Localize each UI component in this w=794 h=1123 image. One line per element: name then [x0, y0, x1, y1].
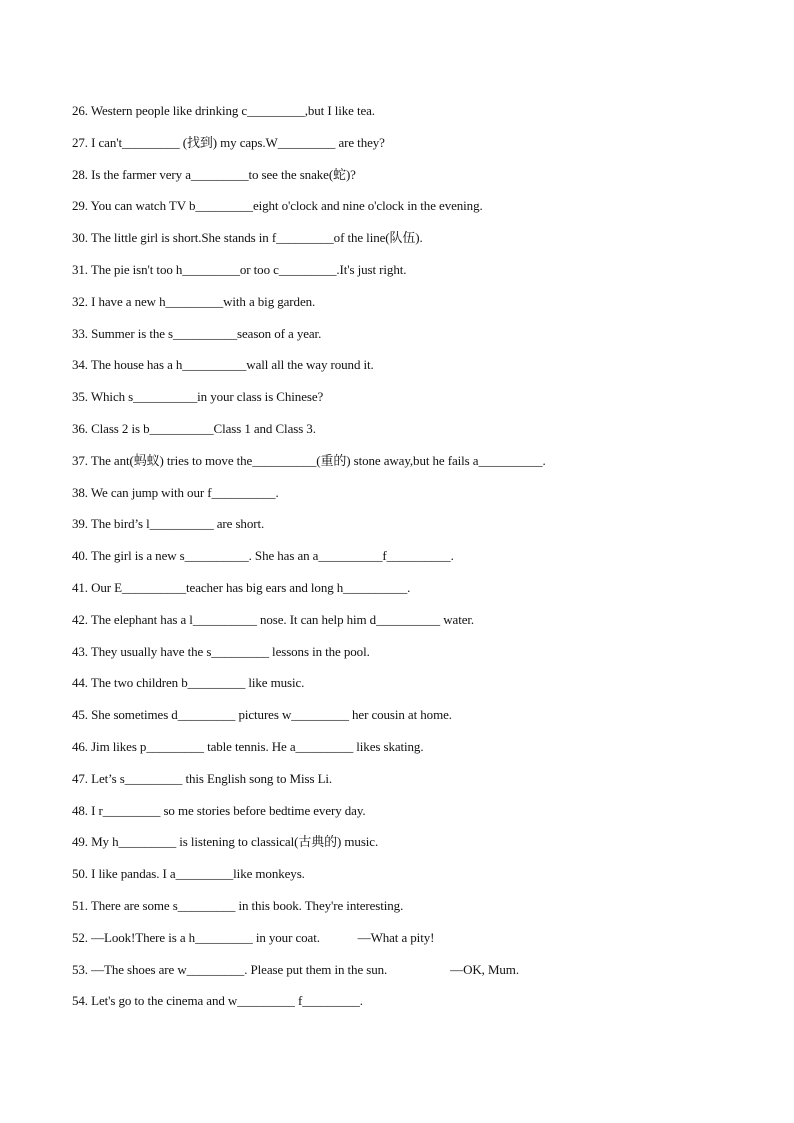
question-item: 45. She sometimes d_________ pictures w_________ her cousin at home.	[72, 707, 452, 723]
question-item: 34. The house has a h__________wall all the way round it.	[72, 357, 374, 373]
question-item: 44. The two children b_________ like music.	[72, 675, 305, 691]
question-item: 32. I have a new h_________with a big garden.	[72, 293, 316, 309]
question-item: 38. We can jump with our f__________.	[72, 484, 279, 500]
question-item: 30. The little girl is short.She stands in f_________of the line(队伍).	[72, 230, 423, 246]
question-item: 29. You can watch TV b_________eight o'clock and nine o'clock in the evening.	[72, 198, 483, 214]
question-item: 28. Is the farmer very a_________to see the snake(蛇)?	[72, 166, 356, 182]
question-item: 48. I r_________ so me stories before bedtime every day.	[72, 802, 366, 818]
question-item: 27. I can't_________ (找到) my caps.W_________ are they?	[72, 134, 385, 150]
question-list	[72, 100, 732, 1022]
question-item: 39. The bird’s l__________ are short.	[72, 516, 265, 532]
question-item: 53. —The shoes are w_________. Please put them in the sun. —OK, Mum.	[72, 961, 519, 977]
question-item: 31. The pie isn't too h_________or too c_________.It's just right.	[72, 261, 407, 277]
question-item: 42. The elephant has a l__________ nose. It can help him d__________ water.	[72, 611, 475, 627]
question-item: 41. Our E__________teacher has big ears and long h__________.	[72, 579, 411, 595]
question-item: 37. The ant(蚂蚁) tries to move the__________(重的) stone away,but he fails a__________.	[72, 452, 546, 468]
question-item: 51. There are some s_________ in this book. They're interesting.	[72, 897, 404, 913]
question-item: 50. I like pandas. I a_________like monkeys.	[72, 866, 305, 882]
question-item: 36. Class 2 is b__________Class 1 and Class 3.	[72, 420, 316, 436]
question-item: 26. Western people like drinking c_________,but I like tea.	[72, 103, 375, 118]
question-item: 52. —Look!There is a h_________ in your coat. —What a pity!	[72, 929, 435, 945]
question-item: 35. Which s__________in your class is Chinese?	[72, 389, 324, 405]
question-item: 49. My h_________ is listening to classical(古典的) music.	[72, 834, 379, 850]
question-item: 47. Let’s s_________ this English song to Miss Li.	[72, 770, 333, 786]
question-item: 43. They usually have the s_________ lessons in the pool.	[72, 643, 370, 659]
question-item: 33. Summer is the s__________season of a year.	[72, 325, 322, 341]
question-item: 40. The girl is a new s__________. She has an a__________f__________.	[72, 548, 454, 564]
question-item: 46. Jim likes p_________ table tennis. He a_________ likes skating.	[72, 738, 424, 754]
question-item: 54. Let's go to the cinema and w_________ f_________.	[72, 993, 363, 1009]
